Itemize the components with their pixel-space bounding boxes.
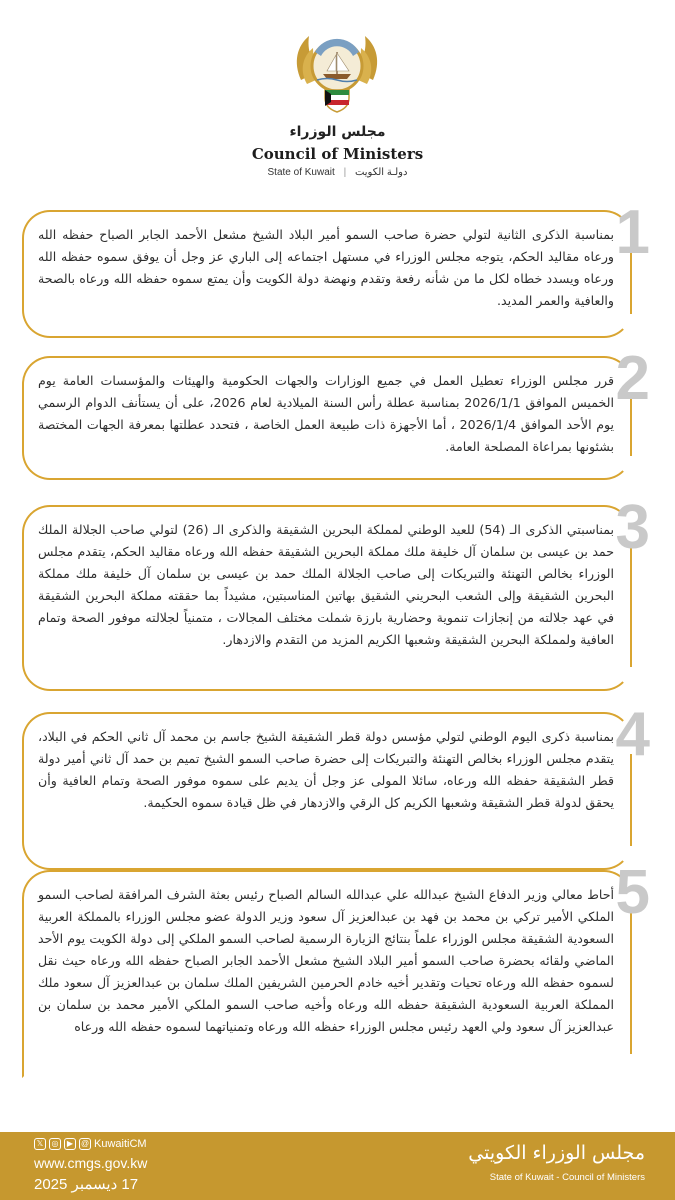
social-handle[interactable]: KuwaitiCM bbox=[94, 1138, 147, 1150]
threads-icon[interactable]: @ bbox=[80, 1139, 90, 1148]
state-separator: | bbox=[343, 167, 347, 178]
news-item-text: بمناسبتي الذكرى الـ (54) للعيد الوطني لمملكة البحرين الشقيقة والذكرى الـ (26) لتولي صاحب الجلالة الملك حمد بن عيسى بن سلمان آل خليفة ملك مملكة البحرين الشقيقة حفظه الله ورعاه مقاليد الحكم، يتقدم مجلس الوزراء بخالص التهنئة والتبريكات إلى صاحب الجلالة الملك حمد بن عيسى بن سلمان آل خليفة ملك مملكة البحرين الشقيقة وإلى الشعب البحريني الشقيق بهاتين المناسبتين، مشيداً بما حققته مملكة البحرين الشقيقة في عهد جلالته من إنجازات تنموية وحضارية بارزة شملت مختلف المجالات ، متمنياً لجلالته موفور الصحة وتمام العافية ولمملكة البحرين الشقيقة وشعبها الكريم المزيد من التقدم والازدهار. bbox=[38, 522, 614, 647]
footer-brand bbox=[468, 1142, 645, 1183]
footer-contact bbox=[34, 1138, 147, 1193]
news-item-frame bbox=[22, 505, 632, 691]
news-item bbox=[22, 198, 652, 338]
news-item bbox=[22, 493, 652, 691]
header bbox=[0, 0, 675, 200]
news-item-frame bbox=[22, 210, 632, 338]
news-item-frame bbox=[22, 356, 632, 480]
news-item-text: أحاط معالي وزير الدفاع الشيخ عبدالله علي عبدالله السالم الصباح رئيس بعثة الشرف المرافقة لصاحب السمو الملكي الأمير تركي بن محمد بن فهد بن عبدالعزيز آل سعود وزير الدولة عضو مجلس الوزراء بالمملكة العربية السعودية الشقيقة مجلس الوزراء علماً بنتائج الزيارة الرسمية لصاحب السمو الملكي إلى دولة الكويت يوم الأحد الماضي ولقائه بحضرة صاحب السمو أمير البلاد الشيخ مشعل الأحمد الجابر الصباح حفظه الله ورعاه حيث نقل لسموه حفظه الله ورعاه تحيات وتقدير أخيه خادم الحرمين الشريفين الملك سلمان بن عبدالعزيز آل سعود ملك المملكة العربية السعودية الشقيقة حفظه الله ورعاه وأخيه صاحب السمو الملكي الأمير محمد بن سلمان بن عبدالعزيز آل سعود ولي العهد رئيس مجلس الوزراء حفظه الله ورعاه وتمنياتهما لسموه حفظه الله ورعاه bbox=[38, 887, 614, 1034]
state-english: State of Kuwait bbox=[267, 167, 335, 178]
social-row bbox=[34, 1138, 147, 1150]
org-name-arabic: مجلس الوزراء bbox=[289, 124, 386, 140]
footer bbox=[0, 1132, 675, 1200]
footer-org-english: State of Kuwait - Council of Ministers bbox=[489, 1172, 645, 1183]
x-icon[interactable]: 𝕏 bbox=[34, 1138, 46, 1150]
footer-org-arabic: مجلس الوزراء الكويتي bbox=[468, 1142, 645, 1164]
website-link[interactable]: www.cmgs.gov.kw bbox=[34, 1155, 148, 1171]
kuwait-emblem-icon bbox=[287, 22, 387, 122]
news-item bbox=[22, 344, 652, 480]
news-item-number: 3 bbox=[615, 493, 650, 562]
news-item bbox=[22, 858, 652, 1078]
news-item-text: بمناسبة ذكرى اليوم الوطني لتولي مؤسس دولة قطر الشقيقة الشيخ جاسم بن محمد آل ثاني الحكم في البلاد، يتقدم مجلس الوزراء بخالص التهنئة والتبريكات إلى حضرة صاحب السمو الشيخ تميم بن حمد آل ثاني أمير دولة قطر الشقيقة حفظه الله ورعاه، سائلا المولى عز وجل أن يديم على سموه موفور الصحة وتمام العافية وأن يحقق لدولة قطر الشقيقة وشعبها الكريم كل الرقي والازدهار في ظل قيادة سموه الحكيمة. bbox=[38, 729, 614, 810]
news-item-frame bbox=[22, 870, 632, 1078]
news-item-text: بمناسبة الذكرى الثانية لتولي حضرة صاحب السمو أمير البلاد الشيخ مشعل الأحمد الجابر الصباح حفظه الله ورعاه مقاليد الحكم، يتوجه مجلس الوزراء في مستهل اجتماعه إلى الباري عز وجل أن يوفق سموه حفظه الله ورعاه ويسدد خطاه لكل ما من شأنه رفعة وتقدم ونهضة دولة الكويت وأن يمتع سموه حفظه الله ورعاه بالصحة والعافية والعمر المديد. bbox=[38, 227, 614, 308]
news-item-frame bbox=[22, 712, 632, 870]
state-arabic: دولـة الكويت bbox=[354, 167, 408, 178]
news-item-number: 1 bbox=[615, 198, 650, 267]
state-line bbox=[0, 167, 675, 178]
news-item-number: 2 bbox=[615, 344, 650, 413]
news-item-number: 5 bbox=[615, 858, 650, 927]
youtube-icon[interactable]: ▶ bbox=[64, 1138, 76, 1150]
news-item-text: قرر مجلس الوزراء تعطيل العمل في جميع الوزارات والجهات الحكومية والهيئات والمؤسسات العامة يوم الخميس الموافق 2026/1/1 بمناسبة عطلة رأس السنة الميلادية لعام 2026، على أن يستأنف الدوام الرسمي يوم الأحد الموافق 2026/1/4 ، أما الأجهزة ذات طبيعة العمل الخاصة ، فتحدد عطلتها بمعرفة الجهات المختصة بشئونها بمراعاة المصلحة العامة. bbox=[38, 373, 614, 454]
publish-date: 17 ديسمبر 2025 bbox=[34, 1176, 139, 1193]
instagram-icon[interactable]: ◎ bbox=[49, 1138, 61, 1150]
org-name-english: Council of Ministers bbox=[251, 145, 424, 163]
news-item bbox=[22, 700, 652, 870]
news-item-number: 4 bbox=[615, 700, 650, 769]
